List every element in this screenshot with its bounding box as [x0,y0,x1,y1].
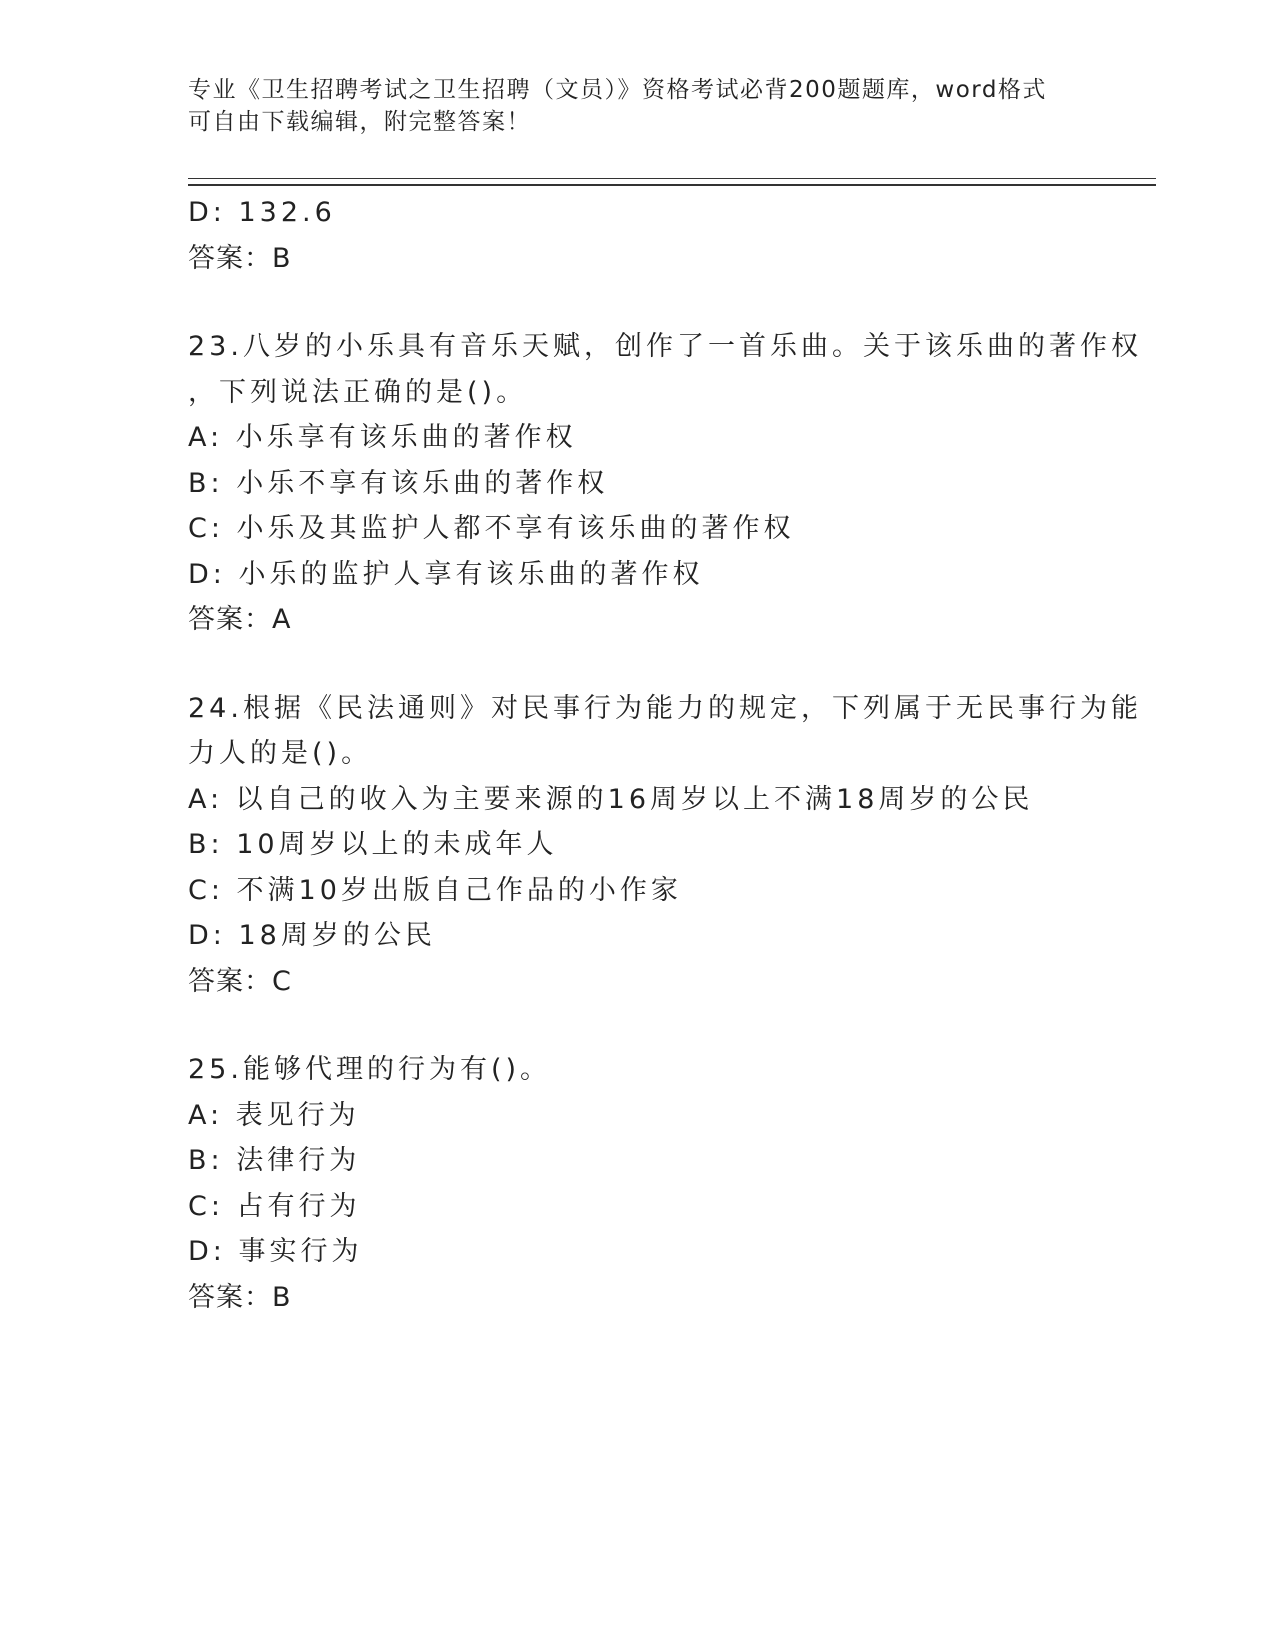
question-stem: 24.根据《民法通则》对民事行为能力的规定，下列属于无民事行为能 [188,692,1142,724]
header-title-line2: 可自由下载编辑，附完整答案！ [188,109,531,135]
option-d: D: 小乐的监护人享有该乐曲的著作权 [188,558,704,590]
option-d: D: 18周岁的公民 [188,920,436,951]
option-a: A: 以自己的收入为主要来源的16周岁以上不满18周岁的公民 [188,783,1034,815]
answer: 答案：C [188,965,292,997]
header-title-line1: 专业《卫生招聘考试之卫生招聘（文员）》资格考试必背200题题库，word格式 [188,77,1047,103]
option-d: D: 132.6 [188,197,336,228]
question-stem-continued: ，下列说法正确的是()。 [188,376,528,408]
option-c: C: 不满10岁出版自己作品的小作家 [188,874,682,906]
answer: 答案：A [188,604,292,635]
question-24 [188,686,1148,1005]
option-b: B: 法律行为 [188,1145,361,1176]
answer: 答案：B [188,1281,292,1313]
option-b: B: 10周岁以上的未成年人 [188,829,558,860]
question-list [188,190,1148,1320]
option-c: C: 小乐及其监护人都不享有该乐曲的著作权 [188,513,795,544]
answer: 答案：B [188,242,292,274]
question-25 [188,1047,1148,1320]
option-d: D: 事实行为 [188,1236,363,1267]
option-a: A: 表见行为 [188,1099,360,1131]
question-23 [188,324,1148,643]
previous-question-tail [188,190,1148,281]
option-c: C: 占有行为 [188,1190,361,1222]
document-header [188,74,1088,138]
question-stem: 23.八岁的小乐具有音乐天赋，创作了一首乐曲。关于该乐曲的著作权 [188,331,1142,362]
question-stem: 25.能够代理的行为有()。 [188,1054,552,1085]
option-a: A: 小乐享有该乐曲的著作权 [188,422,577,453]
question-stem-continued: 力人的是()。 [188,738,373,769]
header-divider [188,178,1156,186]
option-b: B: 小乐不享有该乐曲的著作权 [188,467,609,499]
